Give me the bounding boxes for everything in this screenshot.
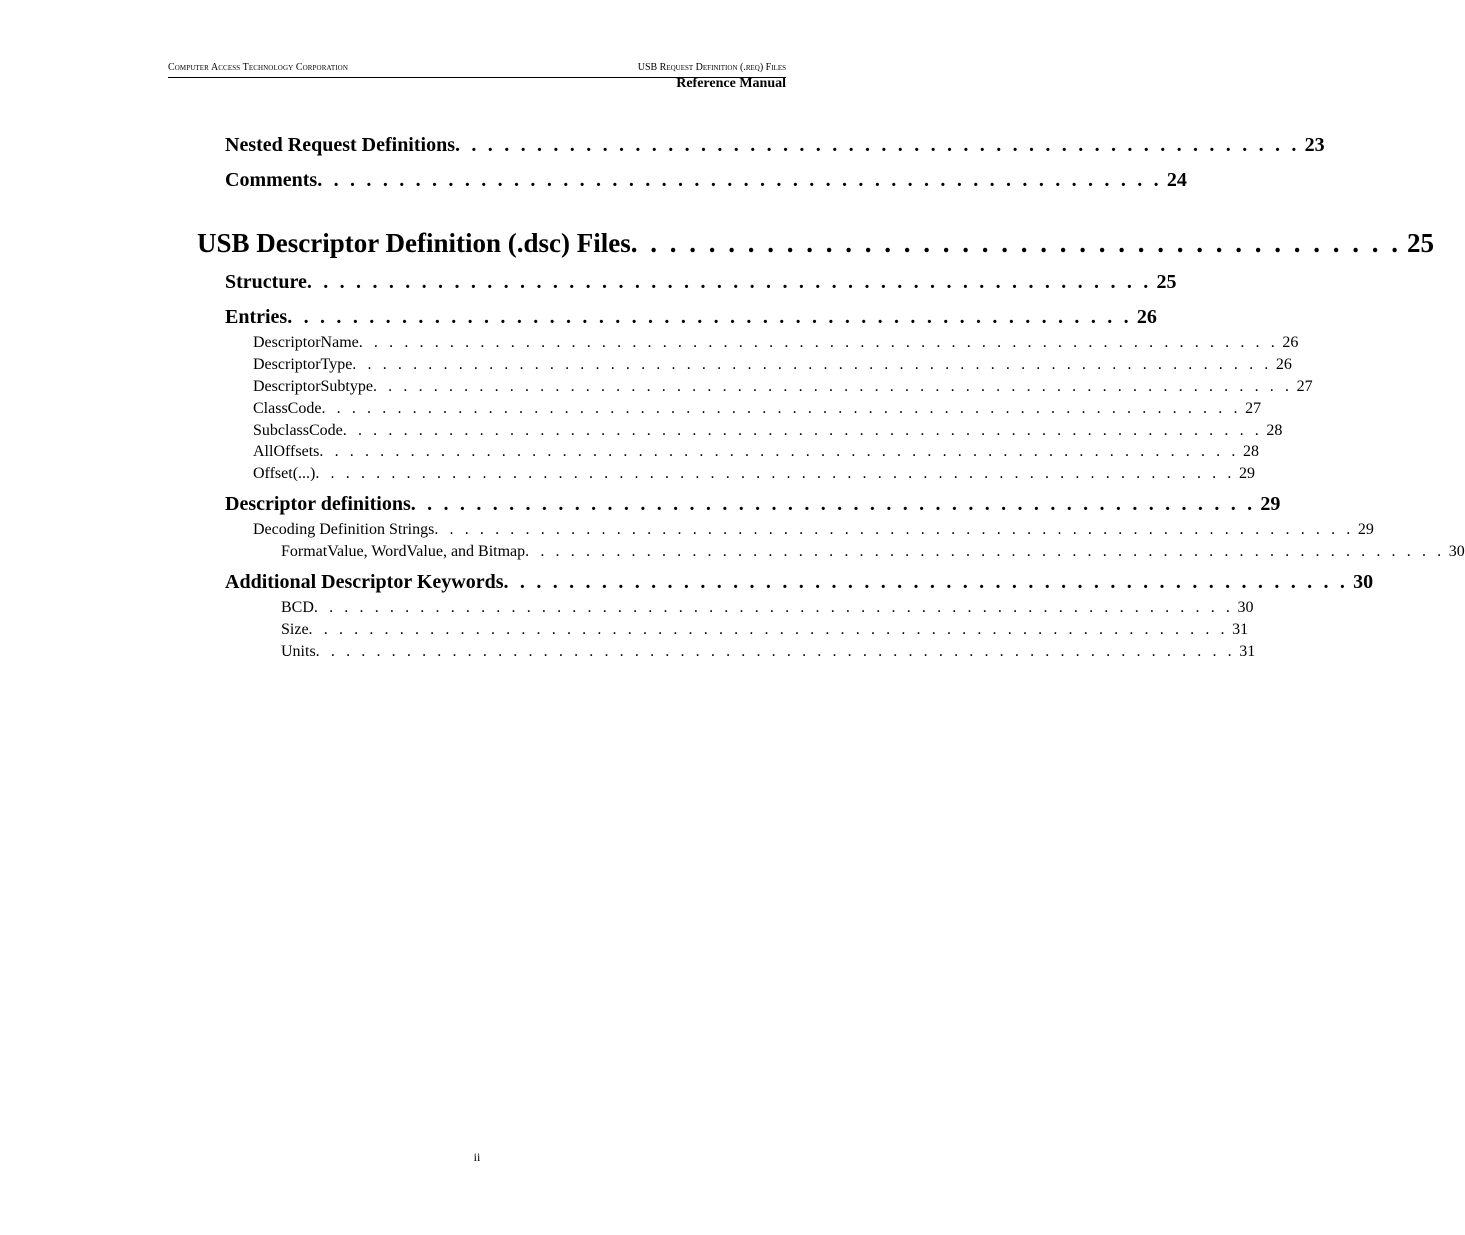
toc-dot-leader: . . . . . . . . . . . . . . . . . . . . . . . . . . . . . . . . . . . . . . . . . . . . . . . . . . . . . . . . . . . . . (342, 422, 1263, 439)
toc-subentry[interactable] (253, 521, 1374, 542)
toc-entry-label: Descriptor definitions (225, 493, 411, 515)
toc-subentry[interactable] (253, 465, 1255, 486)
toc-subsubentry[interactable] (281, 621, 1249, 642)
toc-dot-leader: . . . . . . . . . . . . . . . . . . . . . . . . . . . . . . . . . . . . . . . . . . . . . . . . . . . . (410, 493, 1256, 515)
toc-entry-page: 28 (1242, 443, 1259, 460)
toc-entry-label: BCD (281, 599, 314, 616)
toc-entry-page: 30 (1353, 571, 1374, 593)
toc-dot-leader: . . . . . . . . . . . . . . . . . . . . . . . . . . . . . . . . . . . . . . . . . . . . . . . . . . . . . . . . . . . . . (308, 621, 1229, 638)
toc-entry-page: 27 (1296, 378, 1313, 395)
toc-entry-page: 30 (1237, 599, 1254, 616)
toc-entry-label: Structure (225, 271, 307, 293)
toc-entry[interactable] (225, 134, 1325, 160)
toc-entry-label: ClassCode (253, 400, 322, 417)
toc-dot-leader: . . . . . . . . . . . . . . . . . . . . . . . . . . . . . . . . . . . . . . . . . . . . . . . . . . . . . . . . . . . . . (434, 521, 1354, 538)
toc-dot-leader: . . . . . . . . . . . . . . . . . . . . . . . . . . . . . . . . . . . . . . . . . . . . . . . . . . . . . . . . . . . . . (358, 334, 1279, 351)
toc-entry-label: SubclassCode (253, 422, 343, 439)
toc-entry-page: 29 (1357, 521, 1374, 538)
toc-entry-label: DescriptorName (253, 334, 359, 351)
toc-dot-leader: . . . . . . . . . . . . . . . . . . . . . . . . . . . . . . . . . . . . . . . . . . . . . . . . . . . . . . . . . . . . . (321, 400, 1242, 417)
toc-subsubentry[interactable] (281, 643, 1256, 664)
page-number: ii (473, 1150, 481, 1164)
toc-entry-page: 29 (1260, 493, 1281, 515)
toc-subentry[interactable] (253, 378, 1313, 399)
toc-dot-leader: . . . . . . . . . . . . . . . . . . . . . . . . . . . . . . . . . . . . . . . . . . . . . . . . . . . . . . . . . . . . . (525, 543, 1445, 560)
toc-chapter-entry[interactable] (197, 228, 1434, 262)
toc-entry-page: 30 (1448, 543, 1465, 560)
toc-entry-page: 28 (1266, 422, 1283, 439)
header-manual-name: Reference Manual (676, 76, 786, 91)
toc-entry[interactable] (225, 493, 1281, 519)
toc-entry-label: Size (281, 621, 309, 638)
toc-entry-page: 26 (1136, 306, 1157, 328)
toc-entry-label: Decoding Definition Strings (253, 521, 435, 538)
toc-subentry[interactable] (253, 443, 1259, 464)
toc-entry-label: AllOffsets (253, 443, 320, 460)
toc-entry-label: DescriptorType (253, 356, 353, 373)
toc-entry-label: DescriptorSubtype (253, 378, 373, 395)
toc-dot-leader: . . . . . . . . . . . . . . . . . . . . . . . . . . . . . . . . . . . . . . . . . . . . . . . . . . . . (455, 134, 1300, 156)
toc-entry[interactable] (225, 306, 1157, 332)
toc-entry-page: 29 (1238, 465, 1255, 482)
toc-entry-page: 23 (1304, 134, 1325, 156)
toc-entry-label: FormatValue, WordValue, and Bitmap (281, 543, 526, 560)
toc-entry-label: Additional Descriptor Keywords (225, 571, 504, 593)
toc-entry-page: 25 (1156, 271, 1177, 293)
toc-entry-label: USB Descriptor Definition (.dsc) Files (197, 228, 631, 258)
toc-entry-label: Entries (225, 306, 288, 328)
toc-dot-leader: . . . . . . . . . . . . . . . . . . . . . . . . . . . . . . . . . . . . . . . . . . . . . . . . . . . . (503, 571, 1349, 593)
toc-subsubentry[interactable] (281, 599, 1254, 620)
header-company: Computer Access Technology Corporation (168, 62, 348, 73)
toc-entry[interactable] (225, 271, 1177, 297)
toc-subentry[interactable] (253, 334, 1299, 355)
toc-entry-label: Comments (225, 169, 318, 191)
toc-dot-leader: . . . . . . . . . . . . . . . . . . . . . . . . . . . . . . . . . . . . . . . . . . . . . . . . . . . . . . . . . . . . . (372, 378, 1293, 395)
toc-dot-leader: . . . . . . . . . . . . . . . . . . . . . . . . . . . . . . . . . . . . . . . . . . . . . . . . . . . . . . . . . . . . . (315, 643, 1236, 660)
toc-dot-leader: . . . . . . . . . . . . . . . . . . . . . . . . . . . . . . . . . . . . . . . . . . . . . . . . . . . . . . . . . . . . . (352, 356, 1272, 373)
header-document-title: USB Request Definition (.req) Files (637, 62, 786, 73)
toc-dot-leader: . . . . . . . . . . . . . . . . . . . . . . . . . . . . . . . . . . . . . . . . . . . . . . . . . . . . (306, 271, 1152, 293)
toc-entry-page: 24 (1166, 169, 1187, 191)
toc-entry-label: Offset(...) (253, 465, 316, 482)
toc-dot-leader: . . . . . . . . . . . . . . . . . . . . . . . . . . . . . . . . . . . . . . . . . . . . . . . . . . . . (317, 169, 1162, 191)
toc-entry-page: 31 (1232, 621, 1249, 638)
toc-subentry[interactable] (253, 400, 1262, 421)
toc-dot-leader: . . . . . . . . . . . . . . . . . . . . . . . . . . . . . . . . . . . . . . . . . . . . . . . . . . . . . . . . . . . . . (315, 465, 1235, 482)
toc-entry-label: Nested Request Definitions (225, 134, 455, 156)
toc-dot-leader: . . . . . . . . . . . . . . . . . . . . . . . . . . . . . . . . . . . . . . . . . . . . . . . . . . . . . . . . . . . . . (319, 443, 1239, 460)
toc-dot-leader: . . . . . . . . . . . . . . . . . . . . . . . . . . . . . . . . . . . . . . . . . . . . . . . . . . . . (287, 306, 1132, 328)
toc-entry-page: 26 (1275, 356, 1292, 373)
toc-entry-page: 26 (1282, 334, 1299, 351)
toc-subentry[interactable] (253, 356, 1292, 377)
toc-subentry[interactable] (253, 422, 1283, 443)
toc-entry-label: Units (281, 643, 316, 660)
toc-entry-page: 27 (1245, 400, 1262, 417)
toc-entry[interactable] (225, 169, 1187, 195)
toc-subsubentry[interactable] (281, 543, 1465, 564)
toc-entry-page: 25 (1406, 228, 1434, 258)
toc-dot-leader: . . . . . . . . . . . . . . . . . . . . . . . . . . . . . . . . . . . . . . . . (630, 228, 1401, 258)
toc-entry[interactable] (225, 571, 1374, 597)
toc-dot-leader: . . . . . . . . . . . . . . . . . . . . . . . . . . . . . . . . . . . . . . . . . . . . . . . . . . . . . . . . . . . . . (313, 599, 1234, 616)
toc-entry-page: 31 (1239, 643, 1256, 660)
